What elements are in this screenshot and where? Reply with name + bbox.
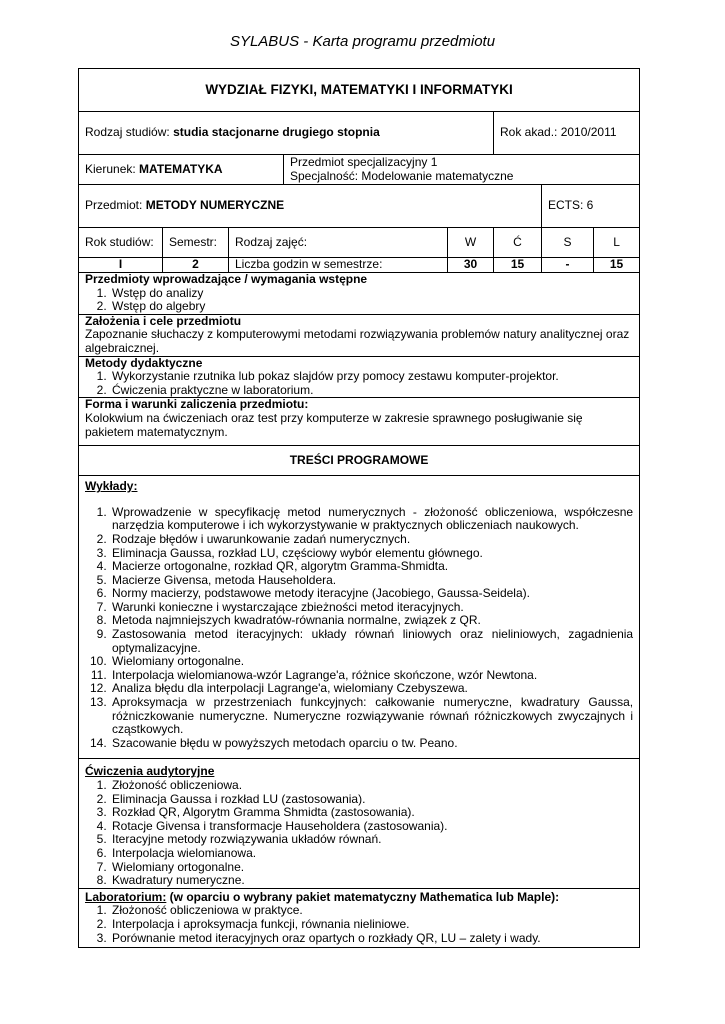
lectures-title: Wykłady: bbox=[85, 479, 138, 494]
methods-section bbox=[79, 356, 640, 398]
specialization-course: Przedmiot specjalizacyjny 1 bbox=[290, 154, 438, 169]
syllabus-table bbox=[78, 68, 640, 948]
specialization: Specjalność: Modelowanie matematyczne bbox=[290, 168, 514, 183]
goals-text: Zapoznanie słuchaczy z komputerowymi metodami rozwiązywania problemów natury analitycznej oraz algebraicznej. bbox=[85, 327, 630, 355]
list-item: 8. Metoda najmniejszych kwadratów-równania normalne, związek z QR. bbox=[110, 614, 633, 628]
subject-label: Przedmiot: bbox=[85, 198, 143, 213]
list-item: 3. Eliminacja Gaussa, rozkład LU, częściowy wybór elementu głównego. bbox=[110, 547, 633, 561]
program-title: TREŚCI PROGRAMOWE bbox=[79, 446, 640, 476]
prerequisites-list bbox=[85, 287, 633, 314]
lab-list bbox=[85, 904, 633, 945]
year-value: I bbox=[79, 258, 163, 273]
list-item: 2. Interpolacja i aproksymacja funkcji, równania nieliniowe. bbox=[110, 918, 633, 932]
list-item: 7. Warunki konieczne i wystarczające zbieżności metod iteracyjnych. bbox=[110, 601, 633, 615]
class-type-s: S bbox=[542, 228, 594, 258]
year-label: Rok studiów: bbox=[79, 228, 163, 258]
prerequisites-title: Przedmioty wprowadzające / wymagania wstępne bbox=[85, 272, 368, 286]
class-type-l: L bbox=[594, 228, 640, 258]
list-item: 1. Złożoność obliczeniowa. bbox=[110, 779, 633, 793]
list-item: 2. Wstęp do algebry bbox=[110, 300, 633, 314]
list-item: 2. Rodzaje błędów i uwarunkowanie zadań numerycznych. bbox=[110, 533, 633, 547]
field-value: MATEMATYKA bbox=[139, 161, 223, 176]
goals-section bbox=[79, 314, 640, 356]
exercises-section bbox=[79, 759, 640, 888]
list-item: 10. Wielomiany ortogonalne. bbox=[110, 655, 633, 669]
lab-heading bbox=[85, 891, 633, 905]
list-item: 3. Rozkład QR, Algorytm Gramma Shmidta (zastosowania). bbox=[110, 806, 633, 820]
semester-value: 2 bbox=[163, 258, 229, 273]
hours-c: 15 bbox=[494, 258, 542, 273]
goals-title: Założenia i cele przedmiotu bbox=[85, 313, 242, 328]
lectures-section bbox=[79, 476, 640, 759]
list-item: 2. Ćwiczenia praktyczne w laboratorium. bbox=[110, 384, 633, 398]
list-item: 11. Interpolacja wielomianowa-wzór Lagrange'a, różnice skończone, wzór Newtona. bbox=[110, 669, 633, 683]
list-item: 5. Macierze Givensa, metoda Hauseholdera. bbox=[110, 574, 633, 588]
laboratory-section bbox=[79, 888, 640, 947]
list-item: 6. Interpolacja wielomianowa. bbox=[110, 847, 633, 861]
academic-year: Rok akad.: 2010/2011 bbox=[494, 112, 640, 155]
ects: ECTS: 6 bbox=[542, 185, 640, 228]
prerequisites-section bbox=[79, 273, 640, 315]
list-item: 8. Kwadratury numeryczne. bbox=[110, 874, 633, 888]
list-item: 4. Rotacje Givensa i transformacje Hauseholdera (zastosowania). bbox=[110, 820, 633, 834]
study-type-cell bbox=[79, 112, 494, 155]
exercises-list bbox=[85, 779, 633, 888]
methods-title: Metody dydaktyczne bbox=[85, 355, 203, 370]
list-item: 9. Zastosowania metod iteracyjnych: układy równań liniowych oraz nieliniowych, zagadnienia optymalizacyjne. bbox=[110, 628, 633, 655]
study-type-value: studia stacjonarne drugiego stopnia bbox=[173, 125, 380, 140]
subject-value: METODY NUMERYCZNE bbox=[145, 198, 285, 213]
classes-label: Rodzaj zajęć: bbox=[229, 228, 448, 258]
assessment-title: Forma i warunki zaliczenia przedmiotu: bbox=[85, 397, 309, 412]
hours-l: 15 bbox=[594, 258, 640, 273]
lectures-list bbox=[85, 506, 633, 751]
list-item: 3. Porównanie metod iteracyjnych oraz opartych o rozkłady QR, LU – zalety i wady. bbox=[110, 932, 633, 946]
list-item: 5. Iteracyjne metody rozwiązywania układów równań. bbox=[110, 833, 633, 847]
methods-list bbox=[85, 370, 633, 397]
subject-cell bbox=[79, 185, 542, 228]
list-item: 1. Wprowadzenie w specyfikację metod numerycznych - złożoność obliczeniowa, współczesne narzędzia komputerowe i ich wykorzystywanie w praktycznych obliczeniach naukowych. bbox=[110, 506, 633, 533]
hours-label: Liczba godzin w semestrze: bbox=[229, 258, 448, 273]
list-item: 4. Macierze ortogonalne, rozkład QR, algorytm Gramma-Shmidta. bbox=[110, 560, 633, 574]
lab-title: Laboratorium: bbox=[85, 889, 167, 904]
semester-label: Semestr: bbox=[163, 228, 229, 258]
field-cell bbox=[79, 155, 284, 185]
hours-w: 30 bbox=[448, 258, 494, 273]
study-type-label: Rodzaj studiów: bbox=[85, 125, 170, 140]
list-item: 12. Analiza błędu dla interpolacji Lagrange'a, wielomiany Czebyszewa. bbox=[110, 682, 633, 696]
field-label: Kierunek: bbox=[85, 161, 136, 176]
exercises-title: Ćwiczenia audytoryjne bbox=[85, 764, 215, 779]
faculty-name: WYDZIAŁ FIZYKI, MATEMATYKI I INFORMATYKI bbox=[79, 69, 640, 112]
specialization-cell bbox=[284, 155, 640, 185]
class-type-w: W bbox=[448, 228, 494, 258]
lab-subtitle: (w oparciu o wybrany pakiet matematyczny Mathematica lub Maple): bbox=[166, 889, 560, 904]
list-item: 1. Wykorzystanie rzutnika lub pokaz slajdów przy pomocy zestawu komputer-projektor. bbox=[110, 370, 633, 384]
document-header-title: SYLABUS - Karta programu przedmiotu bbox=[229, 33, 496, 50]
list-item: 1. Złożoność obliczeniowa w praktyce. bbox=[110, 904, 633, 918]
list-item: 14. Szacowanie błędu w powyższych metodach oparciu o tw. Peano. bbox=[110, 737, 633, 751]
list-item: 13. Aproksymacja w przestrzeniach funkcyjnych: całkowanie numeryczne, kwadratury Gaussa, różniczkowanie numeryczne. Numeryczne rozwiązywanie równań różniczkowych zwyczajnych i cząstkowych. bbox=[110, 696, 633, 737]
hours-s: - bbox=[542, 258, 594, 273]
assessment-text: Kolokwium na ćwiczeniach oraz test przy komputerze w zakresie sprawnego posługiwanie się pakietem matematycznym. bbox=[85, 410, 583, 439]
class-type-c: Ć bbox=[494, 228, 542, 258]
list-item: 1. Wstęp do analizy bbox=[110, 287, 633, 301]
assessment-section bbox=[79, 398, 640, 446]
list-item: 6. Normy macierzy, podstawowe metody iteracyjne (Jacobiego, Gaussa-Seidela). bbox=[110, 587, 633, 601]
list-item: 7. Wielomiany ortogonalne. bbox=[110, 861, 633, 875]
list-item: 2. Eliminacja Gaussa i rozkład LU (zastosowania). bbox=[110, 793, 633, 807]
